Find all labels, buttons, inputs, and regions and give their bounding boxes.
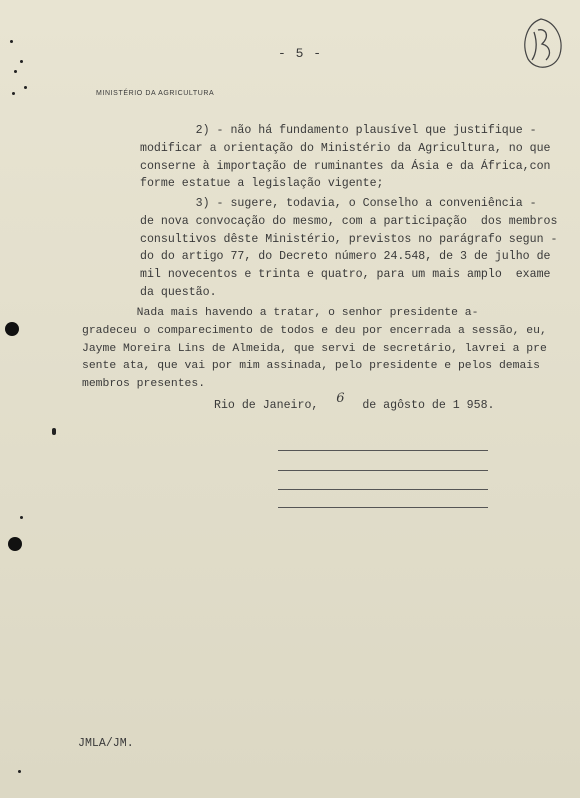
punch-hole xyxy=(8,537,22,551)
paper-speck xyxy=(14,70,17,73)
paper-speck xyxy=(20,60,23,63)
text-line: mil novecentos e trinta e quatro, para um mais amplo exame xyxy=(140,268,551,282)
handwritten-initials-mark xyxy=(516,14,566,74)
text-line: forme estatue a legislação vigente; xyxy=(140,177,384,191)
item-3-paragraph xyxy=(140,195,557,302)
date-line xyxy=(214,391,495,412)
paper-speck xyxy=(18,770,21,773)
signature-line xyxy=(278,470,488,471)
text-line: 3) - sugere, todavia, o Conselho a conveniência - xyxy=(140,197,537,210)
text-line: do do artigo 77, do Decreto número 24.548, de 3 de julho de xyxy=(140,250,551,264)
paper-speck xyxy=(24,86,27,89)
punch-hole xyxy=(5,322,19,336)
paper-speck xyxy=(12,92,15,95)
text-line: de nova convocação do mesmo, com a participação dos membros xyxy=(140,214,558,228)
typist-initials: JMLA/JM. xyxy=(78,737,134,750)
text-line: consultivos dêste Ministério, previstos no parágrafo segun - xyxy=(140,232,558,246)
page-number: - 5 - xyxy=(278,46,323,61)
closing-paragraph xyxy=(82,305,547,394)
paper-speck xyxy=(10,40,13,43)
paper-speck xyxy=(52,428,56,435)
text-line: gradeceu o comparecimento de todos e deu por encerrada a sessão, eu, xyxy=(82,324,547,337)
text-line: sente ata, que vai por mim assinada, pelo presidente e pelos demais xyxy=(82,360,540,373)
date-day-handwritten: 6 xyxy=(336,391,345,406)
signature-line xyxy=(278,450,488,451)
item-2-paragraph xyxy=(140,122,551,193)
paper-speck xyxy=(20,516,23,519)
text-line: conserne à importação de ruminantes da Ásia e da África,con xyxy=(140,159,551,173)
text-line: membros presentes. xyxy=(82,378,206,391)
text-line: Jayme Moreira Lins de Almeida, que servi de secretário, lavrei a pre xyxy=(82,342,547,355)
date-prefix: Rio de Janeiro, xyxy=(214,399,319,412)
ministry-header: MINISTÉRIO DA AGRICULTURA xyxy=(96,90,215,97)
text-line: Nada mais havendo a tratar, o senhor presidente a- xyxy=(82,307,479,319)
date-suffix: de agôsto de 1 958. xyxy=(362,399,495,412)
text-line: 2) - não há fundamento plausível que justifique - xyxy=(140,124,537,137)
signature-line xyxy=(278,507,488,508)
text-line: modificar a orientação do Ministério da Agricultura, no que xyxy=(140,141,551,155)
text-line: da questão. xyxy=(140,285,217,299)
signature-line xyxy=(278,489,488,490)
